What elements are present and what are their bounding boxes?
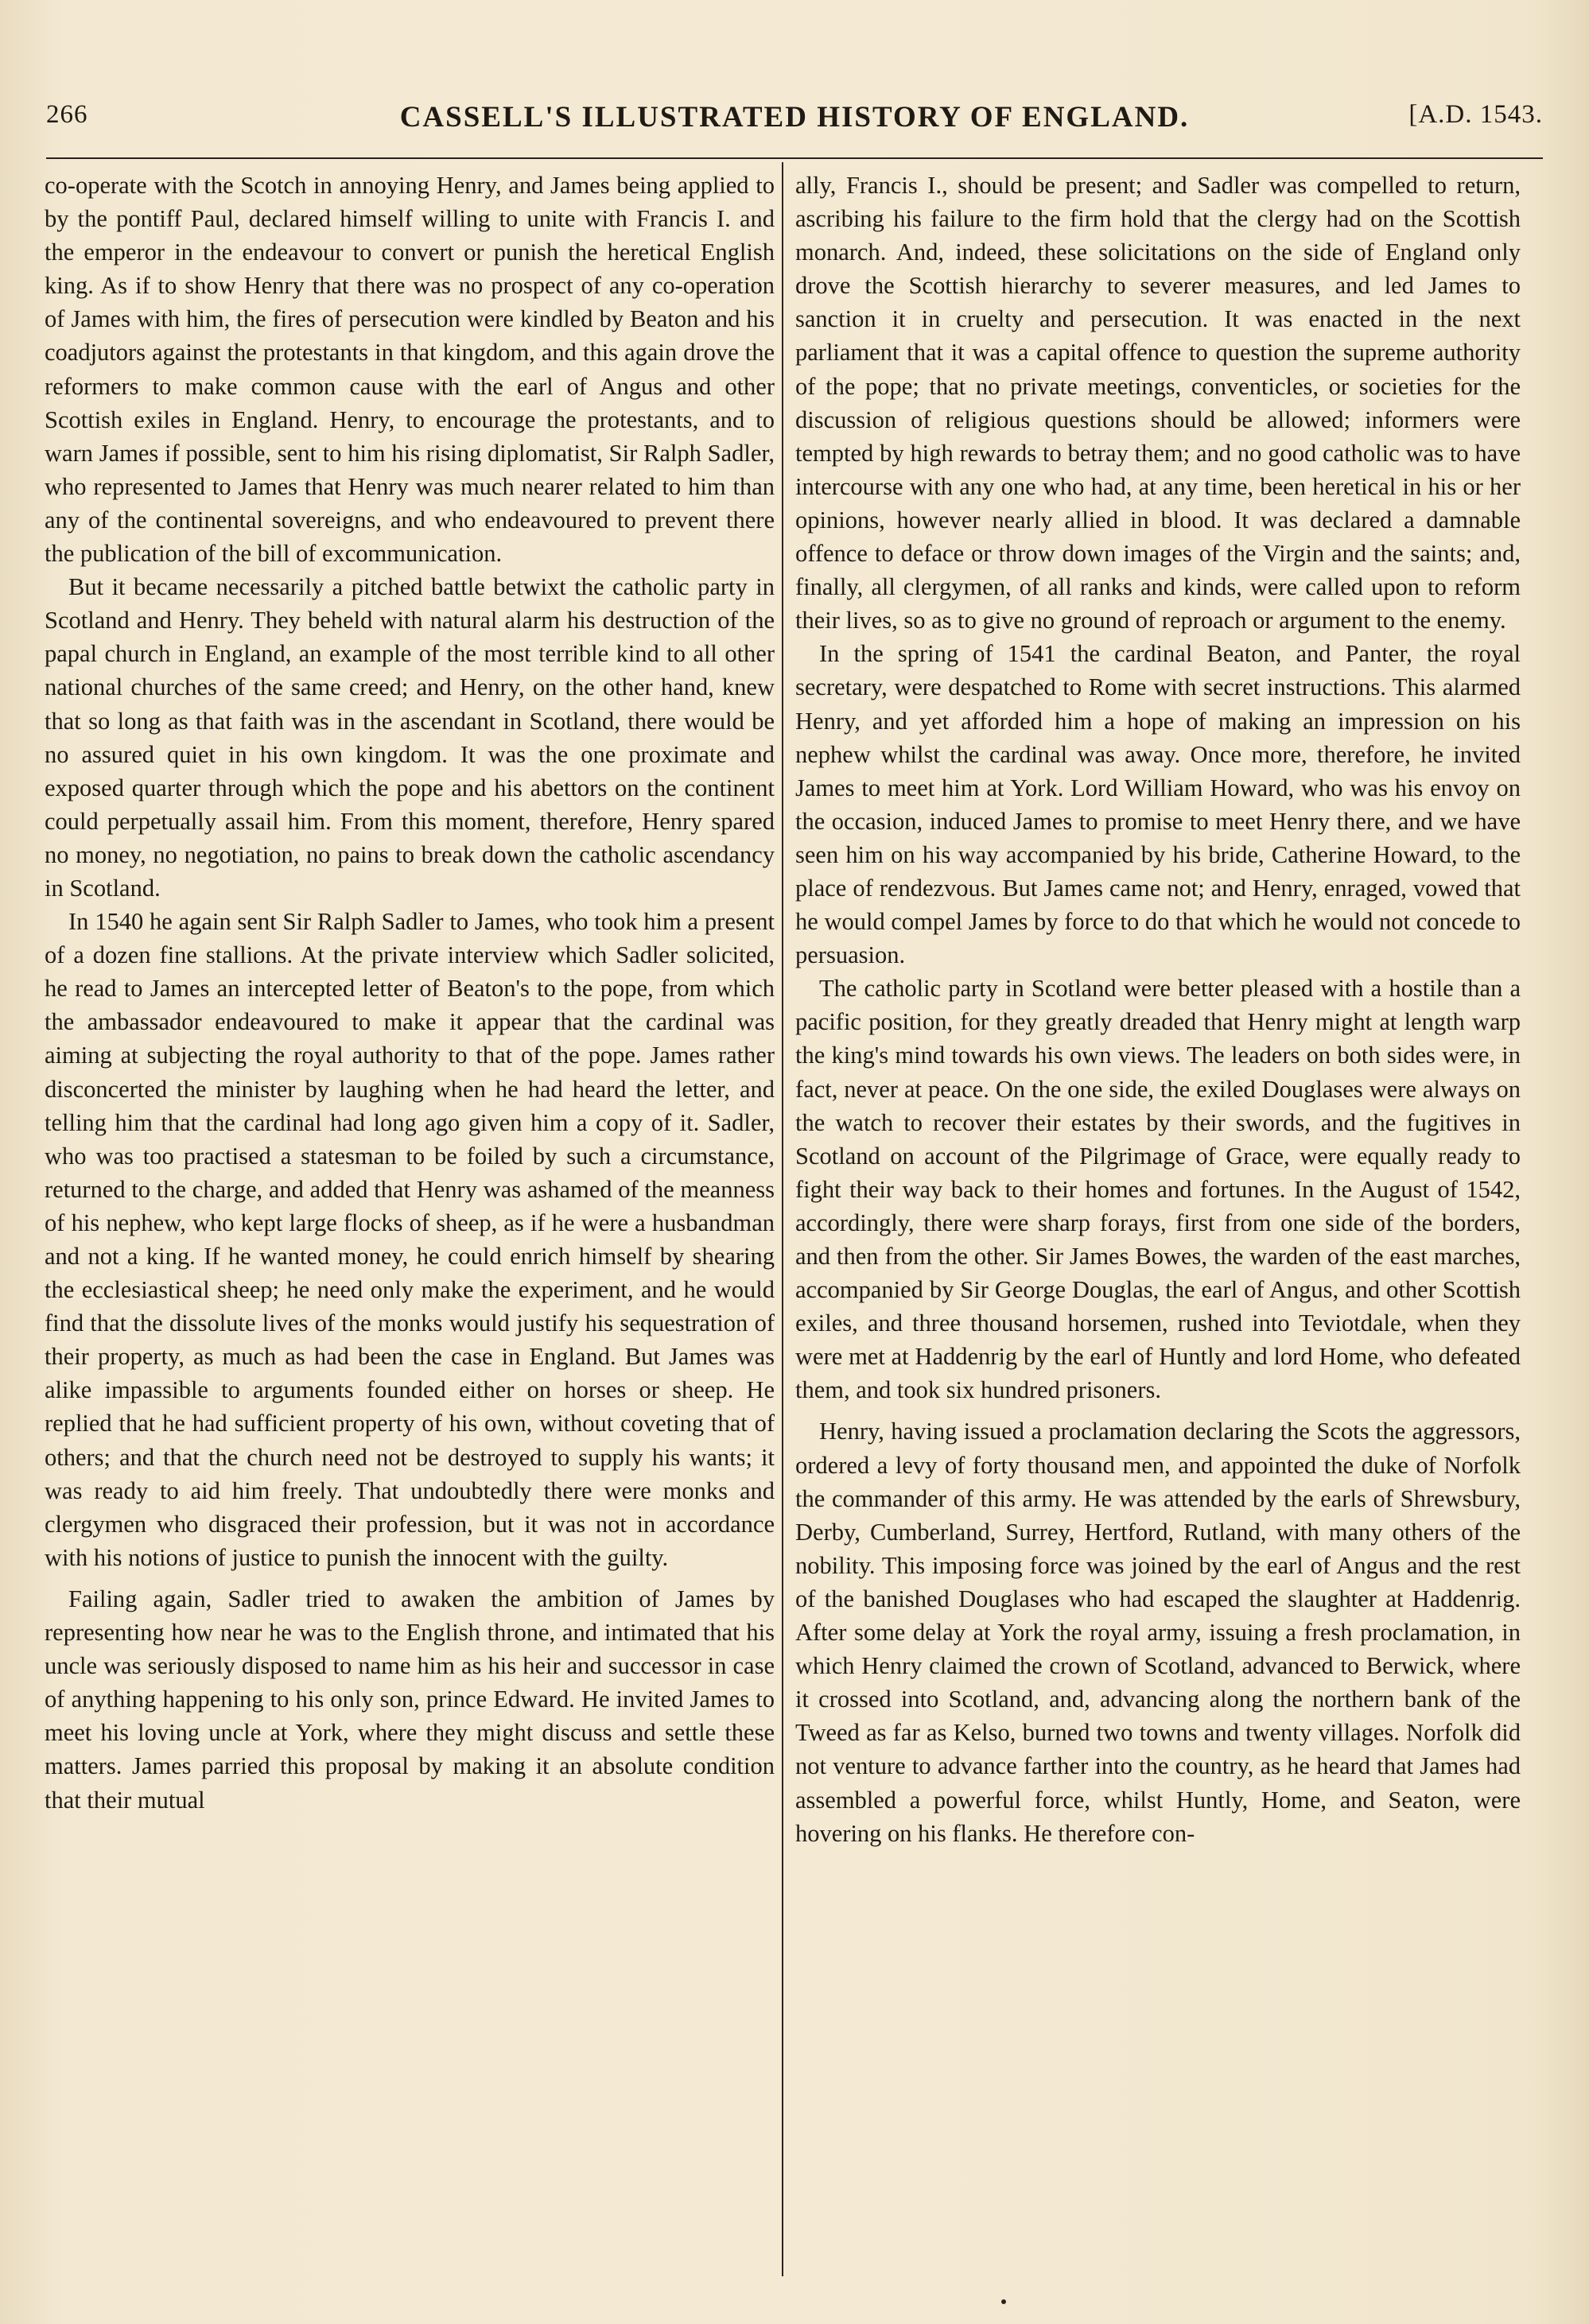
left-column — [45, 169, 775, 2299]
paragraph: Failing again, Sadler tried to awaken the ambition of James by representing how near he was to the English throne, and intimated that his uncle was seriously disposed to name him as his heir and successor in case of anything happening to his only son, prince Edward. He invited James to meet his loving uncle at York, where they might discuss and settle these matters. James parried this proposal by making it an absolute condition that their mutual — [45, 1585, 775, 1814]
header-rule — [46, 157, 1543, 159]
running-title: CASSELL'S ILLUSTRATED HISTORY OF ENGLAND. — [399, 101, 1190, 134]
paragraph: ally, Francis I., should be present; and Sadler was compelled to return, ascribing his failure to the firm hold that the clergy had on the Scottish monarch. And, indeed, these solicitations on the side of England only drove the Scottish hierarchy to severer measures, and led James to sanction it in cruelty and persecution. It was enacted in the next parliament that it was a capital offence to question the supreme authority of the pope; that no private meetings, conventicles, or societies for the discussion of religious questions should be allowed; informers were tempted by high rewards to betray them; and no good catholic was to have intercourse with any one who had, at any time, been heretical in his or her opinions, however nearly allied in blood. It was declared a damnable offence to deface or throw down images of the Virgin and the saints; and, finally, all clergymen, of all ranks and kinds, were called upon to reform their lives, so as to give no ground of reproach or argument to the enemy. — [795, 172, 1521, 634]
running-header — [46, 100, 1543, 145]
right-column — [795, 169, 1521, 2299]
page-number: 266 — [46, 100, 88, 129]
paragraph: co-operate with the Scotch in annoying Henry, and James being applied to by the pontiff Paul, declared himself willing to unite with Francis I. and the emperor in the endeavour to convert or punish the heretical English king. As if to show Henry that there was no prospect of any co-operation of James with him, the fires of persecution were kindled by Beaton and his coadjutors against the protestants in that kingdom, and this again drove the reformers to make common cause with the earl of Angus and other Scottish exiles in England. Henry, to encourage the protestants, and to warn James if possible, sent to him his rising diplomatist, Sir Ralph Sadler, who represented to James that Henry was much nearer related to him than any of the continental sovereigns, and who endeavoured to prevent there the publication of the bill of excommunication. — [45, 172, 775, 568]
paragraph: But it became necessarily a pitched battle betwixt the catholic party in Scotland and Henry. They beheld with natural alarm his destruction of the papal church in England, an example of the most terrible kind to all other national churches of the same creed; and Henry, on the other hand, knew that so long as that faith was in the ascendant in Scotland, there would be no assured quiet in his own kingdom. It was the one proximate and exposed quarter through which the pope and his abettors on the continent could perpetually assail him. From this moment, therefore, Henry spared no money, no negotiation, no pains to break down the catholic ascendancy in Scotland. — [45, 573, 775, 902]
paragraph: In the spring of 1541 the cardinal Beaton, and Panter, the royal secretary, were despatched to Rome with secret instructions. This alarmed Henry, and yet afforded him a hope of making an impression on his nephew whilst the cardinal was away. Once more, therefore, he invited James to meet him at York. Lord William Howard, who was his envoy on the occasion, induced James to promise to meet Henry there, and we have seen him on his way accompanied by his bride, Catherine Howard, to the place of rendezvous. But James came not; and Henry, enraged, vowed that he would compel James by force to do that which he would not concede to persuasion. — [795, 640, 1521, 969]
printer-mark — [1001, 2299, 1006, 2304]
column-divider — [782, 162, 783, 2276]
paragraph: The catholic party in Scotland were better pleased with a hostile than a pacific position, for they greatly dreaded that Henry might at length warp the king's mind towards his own views. The leaders on both sides were, in fact, never at peace. On the one side, the exiled Douglases were always on the watch to recover their estates by their swords, and the fugitives in Scotland on account of the Pilgrimage of Grace, were equally ready to fight their way back to their homes and fortunes. In the August of 1542, accordingly, there were sharp forays, first from one side of the borders, and then from the other. Sir James Bowes, the warden of the east marches, accompanied by Sir George Douglas, the earl of Angus, and other Scottish exiles, and three thousand horsemen, rushed into Teviotdale, when they were met at Haddenrig by the earl of Huntly and lord Home, who defeated them, and took six hundred prisoners. — [795, 975, 1521, 1404]
header-date: [A.D. 1543. — [1408, 100, 1543, 129]
paragraph: Henry, having issued a proclamation declaring the Scots the aggressors, ordered a levy of forty thousand men, and appointed the duke of Norfolk the commander of this army. He was attended by the earls of Shrewsbury, Derby, Cumberland, Surrey, Hertford, Rutland, with many others of the nobility. This imposing force was joined by the earl of Angus and the rest of the banished Douglases who had escaped the slaughter at Haddenrig. After some delay at York the royal army, issuing a fresh proclamation, in which Henry claimed the crown of Scotland, advanced to Berwick, where it crossed into Scotland, and, advancing along the northern bank of the Tweed as far as Kelso, burned two towns and twenty villages. Norfolk did not venture to advance farther into the country, as he heard that James had assembled a powerful force, whilst Huntly, Home, and Seaton, were hovering on his flanks. He therefore con- — [795, 1418, 1521, 1847]
paragraph: In 1540 he again sent Sir Ralph Sadler to James, who took him a present of a dozen fine stallions. At the private interview which Sadler solicited, he read to James an intercepted letter of Beaton's to the pope, from which the ambassador endeavoured to make it appear that the cardinal was aiming at subjecting the royal authority to that of the pope. James rather disconcerted the minister by laughing when he had heard the letter, and telling him that the cardinal had long ago given him a copy of it. Sadler, who was too practised a statesman to be foiled by such a circumstance, returned to the charge, and added that Henry was ashamed of the meanness of his nephew, who kept large flocks of sheep, as if he were a husbandman and not a king. If he wanted money, he could enrich himself by shearing the ecclesiastical sheep; he need only make the experiment, and he would find that the dissolute lives of the monks would justify his sequestration of their property, as much as had been the case in England. But James was alike impassible to arguments founded either on horses or sheep. He replied that he had sufficient property of his own, without coveting that of others; and that the church need not be destroyed to supply his wants; it was ready to aid him freely. That undoubtedly there were monks and clergymen who disgraced their profession, but it was not in accordance with his notions of justice to punish the innocent with the guilty. — [45, 908, 775, 1571]
